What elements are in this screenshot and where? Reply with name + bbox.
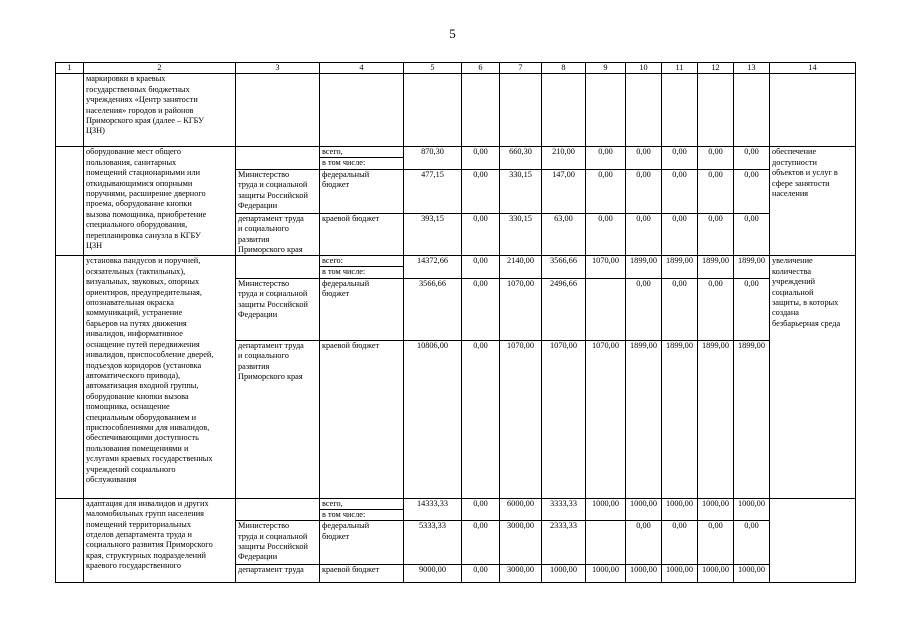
value-cell: 0,00 — [734, 278, 770, 340]
source-cell — [320, 169, 404, 213]
source-cell — [320, 147, 404, 169]
value-cell: 0,00 — [462, 340, 500, 498]
text-line: инвалидов, приспособление дверей, — [86, 350, 214, 360]
empty-cell — [236, 74, 320, 147]
empty-cell — [662, 74, 698, 147]
value-cell: 0,00 — [586, 169, 626, 213]
text-line: обслуживания — [86, 474, 137, 484]
value-cell: 0,00 — [698, 169, 734, 213]
text-line: помощника, оснащение — [86, 402, 170, 412]
header-cell: 4 — [320, 63, 404, 74]
value-cell: 3000,00 — [500, 565, 542, 583]
header-cell: 6 — [462, 63, 500, 74]
value-cell: 1070,00 — [500, 278, 542, 340]
result-cell — [770, 498, 856, 582]
text-line: визуальных, звуковых, опорных — [86, 277, 200, 287]
result-cell — [770, 256, 856, 498]
value-cell: 14372,66 — [404, 256, 462, 278]
text-line: создана — [772, 308, 799, 318]
text-line: автоматизация входной группы, — [86, 381, 199, 391]
value-cell: 1000,00 — [626, 498, 662, 520]
executor-cell — [236, 521, 320, 565]
source-cell — [320, 498, 404, 520]
text-line: федеральный — [322, 278, 370, 288]
text-line: установка пандусов и поручней, — [86, 256, 201, 266]
value-cell: 0,00 — [626, 213, 662, 256]
text-line: пользования помещениями и — [86, 443, 189, 453]
value-cell: 1000,00 — [626, 565, 662, 583]
value-cell: 6000,00 — [500, 498, 542, 520]
value-cell: 1899,00 — [734, 256, 770, 278]
value-cell: 2496,66 — [542, 278, 586, 340]
source-cell — [320, 340, 404, 498]
text-line: увеличение — [772, 256, 813, 266]
value-cell: 0,00 — [698, 213, 734, 256]
text-line: услугами краевых государственных — [86, 454, 213, 464]
executor-cell — [236, 498, 320, 520]
header-cell: 14 — [770, 63, 856, 74]
text-line: специального оборудования, — [86, 220, 188, 230]
text-line: ориентиров, предупредительная, — [86, 287, 202, 297]
value-cell: 330,15 — [500, 213, 542, 256]
value-cell: 1000,00 — [662, 565, 698, 583]
text-line: населения — [772, 189, 809, 199]
text-line: департамент труда — [238, 565, 304, 575]
value-cell: 393,15 — [404, 213, 462, 256]
text-line: краевой бюджет — [322, 340, 380, 350]
value-cell: 0,00 — [462, 169, 500, 213]
text-line: и социального — [238, 351, 289, 361]
text-line: опознавательная окраска — [86, 298, 174, 308]
value-cell: 0,00 — [626, 278, 662, 340]
text-line: социального развития Приморского — [86, 540, 213, 550]
executor-cell — [236, 256, 320, 278]
text-line: маломобильных групп населения — [86, 509, 204, 519]
text-line: специальным оборудованием и — [86, 412, 197, 422]
measure-name-cell — [84, 147, 236, 256]
text-line: департамент труда — [238, 340, 304, 350]
measure-name-cell — [84, 74, 236, 147]
source-including-label: в том числе: — [322, 509, 366, 519]
carry-row — [56, 74, 856, 147]
source-including-label: в том числе: — [322, 158, 366, 168]
text-line: учреждений социального — [86, 464, 176, 474]
text-line: автоматического привода), — [86, 370, 181, 380]
value-cell: 1070,00 — [586, 340, 626, 498]
value-cell: 0,00 — [662, 521, 698, 565]
text-line: коммуникаций, устранение — [86, 308, 183, 318]
header-cell: 13 — [734, 63, 770, 74]
value-cell: 0,00 — [586, 213, 626, 256]
value-cell: 0,00 — [734, 147, 770, 169]
num-cell — [56, 256, 84, 498]
empty-cell — [320, 74, 404, 147]
source-total-label: всего, — [320, 499, 403, 510]
header-cell: 3 — [236, 63, 320, 74]
text-line: труда и социальной — [238, 289, 308, 299]
header-cell: 7 — [500, 63, 542, 74]
source-total-label: всего: — [320, 256, 403, 267]
value-cell: 1000,00 — [586, 565, 626, 583]
text-line: краевой бюджет — [322, 565, 380, 575]
text-line: края, структурных подразделений — [86, 550, 206, 560]
text-line: Приморского края (далее – КГБУ — [86, 116, 204, 126]
block-total-row — [56, 147, 856, 169]
source-cell — [320, 565, 404, 583]
value-cell: 14333,33 — [404, 498, 462, 520]
value-cell: 147,00 — [542, 169, 586, 213]
text-line: маркировки в краевых — [86, 74, 166, 84]
value-cell: 1070,00 — [586, 256, 626, 278]
value-cell: 1899,00 — [662, 340, 698, 498]
num-cell — [56, 147, 84, 256]
value-cell: 0,00 — [462, 278, 500, 340]
text-line: приспособлениями для инвалидов, — [86, 422, 210, 432]
value-cell: 0,00 — [462, 256, 500, 278]
measure-name-cell — [84, 498, 236, 582]
value-cell — [586, 521, 626, 565]
value-cell: 0,00 — [626, 147, 662, 169]
value-cell: 3000,00 — [500, 521, 542, 565]
text-line: труда и социальной — [238, 180, 308, 190]
text-line: Федерации — [238, 552, 278, 562]
header-cell: 9 — [586, 63, 626, 74]
value-cell — [586, 278, 626, 340]
page-number: 5 — [449, 26, 456, 41]
empty-cell — [404, 74, 462, 147]
value-cell: 1000,00 — [586, 498, 626, 520]
text-line: защиты Российской — [238, 190, 308, 200]
text-line: Министерство — [238, 521, 290, 531]
value-cell: 9000,00 — [404, 565, 462, 583]
value-cell: 2333,33 — [542, 521, 586, 565]
text-line: департамент труда — [238, 213, 304, 223]
text-line: адаптация для инвалидов и других — [86, 498, 209, 508]
value-cell: 1899,00 — [662, 256, 698, 278]
value-cell: 660,30 — [500, 147, 542, 169]
value-cell: 477,15 — [404, 169, 462, 213]
value-cell: 870,30 — [404, 147, 462, 169]
text-line: краевого государственного — [86, 561, 182, 571]
text-line: осязательных (тактильных), — [86, 266, 186, 276]
text-line: оборудование мест общего — [86, 147, 181, 157]
executor-cell — [236, 169, 320, 213]
source-cell — [320, 278, 404, 340]
value-cell: 10806,00 — [404, 340, 462, 498]
value-cell: 2140,00 — [500, 256, 542, 278]
num-cell — [56, 74, 84, 147]
header-cell: 11 — [662, 63, 698, 74]
text-line: доступности — [772, 157, 817, 167]
value-cell: 1899,00 — [698, 256, 734, 278]
executor-cell — [236, 565, 320, 583]
text-line: подъездов коридоров (установка — [86, 360, 202, 370]
text-line: учреждениях «Центр занятости — [86, 95, 198, 105]
header-row — [56, 63, 856, 74]
text-line: развития — [238, 234, 270, 244]
text-line: пользования, санитарных — [86, 157, 177, 167]
text-line: и социального — [238, 224, 289, 234]
value-cell: 1000,00 — [698, 565, 734, 583]
header-cell: 2 — [84, 63, 236, 74]
value-cell: 330,15 — [500, 169, 542, 213]
text-line: оборудование кнопки вызова — [86, 391, 189, 401]
value-cell: 0,00 — [626, 521, 662, 565]
text-line: обеспечение — [772, 147, 817, 157]
text-line: защиты Российской — [238, 299, 308, 309]
value-cell: 0,00 — [462, 565, 500, 583]
source-cell — [320, 256, 404, 278]
program-table — [55, 62, 856, 583]
header-cell: 10 — [626, 63, 662, 74]
value-cell: 1899,00 — [626, 256, 662, 278]
executor-cell — [236, 213, 320, 256]
text-line: бюджет — [322, 289, 350, 299]
value-cell: 0,00 — [626, 169, 662, 213]
empty-cell — [770, 74, 856, 147]
text-line: бюджет — [322, 531, 350, 541]
text-line: оснащение путей передвижения — [86, 339, 200, 349]
text-line: Министерство — [238, 169, 290, 179]
text-line: откидывающимися опорными — [86, 178, 193, 188]
text-line: помещений территориальных — [86, 519, 191, 529]
block-total-row — [56, 256, 856, 278]
value-cell: 1899,00 — [734, 340, 770, 498]
text-line: федеральный — [322, 169, 370, 179]
value-cell: 0,00 — [662, 278, 698, 340]
text-line: ЦЗН) — [86, 126, 105, 136]
value-cell: 3333,33 — [542, 498, 586, 520]
text-line: перепланировка санузла в КГБУ — [86, 230, 201, 240]
value-cell: 63,00 — [542, 213, 586, 256]
source-cell — [320, 213, 404, 256]
value-cell: 0,00 — [662, 169, 698, 213]
text-line: ЦЗН — [86, 241, 103, 251]
text-line: бюджет — [322, 180, 350, 190]
value-cell: 5333,33 — [404, 521, 462, 565]
text-line: защиты, в которых — [772, 298, 839, 308]
text-line: вызова помощника, приобретение — [86, 209, 207, 219]
text-line: Приморского края — [238, 372, 303, 382]
text-line: сфере занятости — [772, 178, 830, 188]
num-cell — [56, 498, 84, 582]
value-cell: 3566,66 — [404, 278, 462, 340]
measure-name-cell — [84, 256, 236, 498]
text-line: барьеров на путях движения — [86, 318, 187, 328]
value-cell: 3566,66 — [542, 256, 586, 278]
value-cell: 0,00 — [586, 147, 626, 169]
value-cell: 1000,00 — [662, 498, 698, 520]
text-line: количества — [772, 266, 812, 276]
empty-cell — [542, 74, 586, 147]
text-line: краевой бюджет — [322, 213, 380, 223]
text-line: федеральный — [322, 521, 370, 531]
value-cell: 0,00 — [462, 521, 500, 565]
executor-cell — [236, 147, 320, 169]
block-total-row — [56, 498, 856, 520]
value-cell: 0,00 — [734, 521, 770, 565]
text-line: безбарьерная среда — [772, 318, 841, 328]
header-cell: 5 — [404, 63, 462, 74]
value-cell: 0,00 — [698, 278, 734, 340]
text-line: Приморского края — [238, 245, 303, 255]
empty-cell — [626, 74, 662, 147]
text-line: социальной — [772, 287, 814, 297]
text-line: труда и социальной — [238, 531, 308, 541]
text-line: проема, оборудование кнопки — [86, 199, 192, 209]
text-line: объектов и услуг в — [772, 168, 838, 178]
text-line: поручнями, расширение дверного — [86, 189, 206, 199]
header-cell: 12 — [698, 63, 734, 74]
header-cell: 1 — [56, 63, 84, 74]
text-line: населения» городов и районов — [86, 105, 194, 115]
value-cell: 0,00 — [734, 169, 770, 213]
text-line: отделов департамента труда и — [86, 530, 192, 540]
result-cell — [770, 147, 856, 256]
text-line: обеспечивающими доступность — [86, 433, 199, 443]
text-line: Федерации — [238, 310, 278, 320]
executor-cell — [236, 340, 320, 498]
value-cell: 210,00 — [542, 147, 586, 169]
empty-cell — [462, 74, 500, 147]
source-total-label: всего, — [320, 147, 403, 158]
empty-cell — [586, 74, 626, 147]
value-cell: 0,00 — [698, 521, 734, 565]
source-including-label: в том числе: — [322, 267, 366, 277]
text-line: учреждений — [772, 277, 816, 287]
value-cell: 1000,00 — [698, 498, 734, 520]
text-line: инвалидов, информативное — [86, 329, 183, 339]
header-cell: 8 — [542, 63, 586, 74]
value-cell: 1070,00 — [500, 340, 542, 498]
value-cell: 1899,00 — [698, 340, 734, 498]
executor-cell — [236, 278, 320, 340]
value-cell: 0,00 — [462, 498, 500, 520]
value-cell: 0,00 — [462, 213, 500, 256]
empty-cell — [500, 74, 542, 147]
empty-cell — [734, 74, 770, 147]
text-line: развития — [238, 361, 270, 371]
value-cell: 1070,00 — [542, 340, 586, 498]
value-cell: 1899,00 — [626, 340, 662, 498]
text-line: Федерации — [238, 201, 278, 211]
text-line: помещений стационарными или — [86, 168, 201, 178]
empty-cell — [698, 74, 734, 147]
value-cell: 1000,00 — [734, 498, 770, 520]
source-cell — [320, 521, 404, 565]
value-cell: 1000,00 — [734, 565, 770, 583]
value-cell: 0,00 — [662, 213, 698, 256]
value-cell: 0,00 — [734, 213, 770, 256]
value-cell: 1000,00 — [542, 565, 586, 583]
text-line: Министерство — [238, 278, 290, 288]
text-line: государственных бюджетных — [86, 84, 190, 94]
value-cell: 0,00 — [698, 147, 734, 169]
value-cell: 0,00 — [662, 147, 698, 169]
value-cell: 0,00 — [462, 147, 500, 169]
text-line: защиты Российской — [238, 542, 308, 552]
